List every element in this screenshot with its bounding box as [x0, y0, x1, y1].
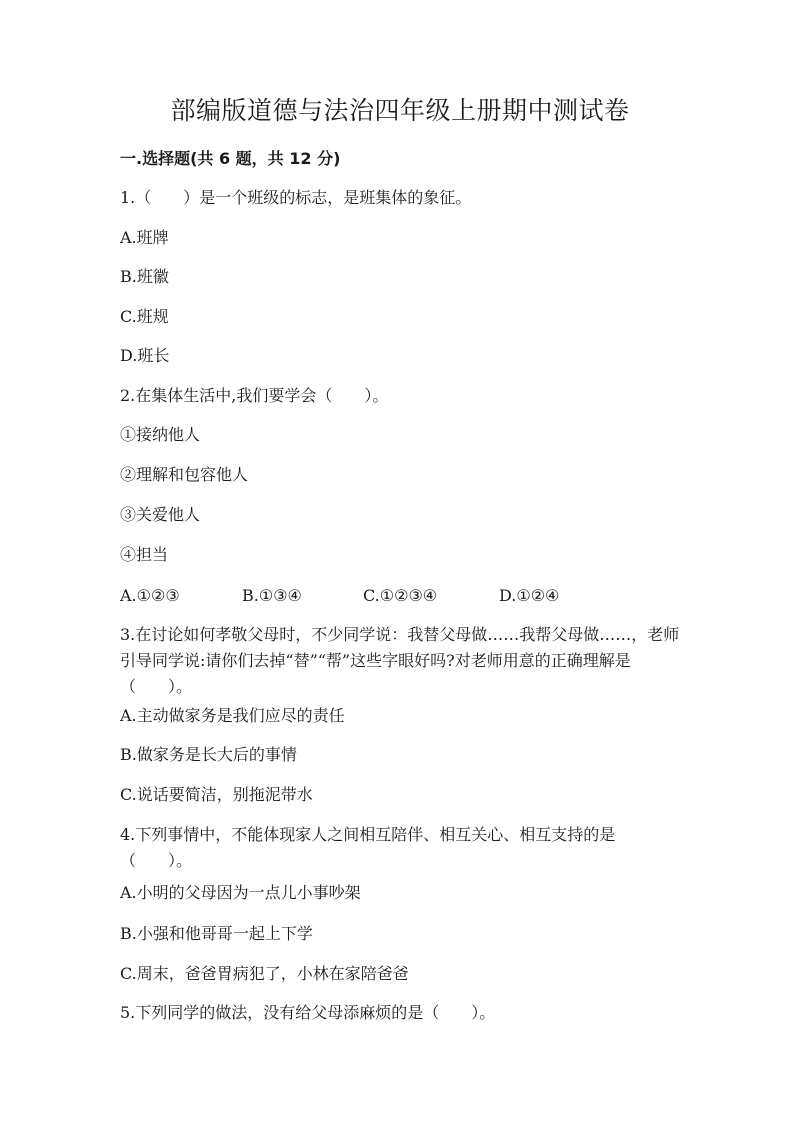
question-1-option-b: B.班徽 [120, 267, 169, 286]
question-2-stem: 2.在集体生活中,我们要学会（ ）。 [120, 386, 389, 405]
question-2-item-1: ①接纳他人 [120, 425, 201, 444]
question-1-option-c: C.班规 [120, 307, 169, 326]
question-2-option-d: D.①②④ [499, 586, 560, 605]
section-heading: 一.选择题(共 6 题，共 12 分) [120, 149, 341, 168]
question-3-option-c: C.说话要简洁，别拖泥带水 [120, 785, 313, 804]
question-2-item-4: ④担当 [120, 545, 169, 564]
question-3-stem: 3.在讨论如何孝敬父母时，不少同学说：我替父母做……我帮父母做……，老师引导同学说:请你们去掉“替”“帮”这些字眼好吗?对老师用意的正确理解是（ ）。 [120, 625, 680, 696]
question-3-option-a: A.主动做家务是我们应尽的责任 [120, 706, 345, 725]
question-4-option-a: A.小明的父母因为一点儿小事吵架 [120, 883, 361, 902]
question-4-stem: 4.下列事情中，不能体现家人之间相互陪伴、相互关心、相互支持的是（ ）。 [120, 825, 616, 870]
question-4-option-b: B.小强和他哥哥一起上下学 [120, 924, 313, 943]
question-2-item-2: ②理解和包容他人 [120, 465, 249, 484]
question-2-item-3: ③关爱他人 [120, 505, 201, 524]
question-1-option-a: A.班牌 [120, 228, 169, 247]
question-1-stem: 1.（ ）是一个班级的标志，是班集体的象征。 [120, 188, 472, 207]
question-5-stem: 5.下列同学的做法，没有给父母添麻烦的是（ ）。 [120, 1003, 496, 1022]
question-2-option-a: A.①②③ [120, 586, 180, 605]
question-1-option-d: D.班长 [120, 346, 170, 365]
question-2-option-b: B.①③④ [242, 586, 302, 605]
page-title: 部编版道德与法治四年级上册期中测试卷 [170, 96, 630, 125]
question-4-option-c: C.周末，爸爸胃病犯了，小林在家陪爸爸 [120, 964, 409, 983]
question-2-option-c: C.①②③④ [363, 586, 438, 605]
question-3-option-b: B.做家务是长大后的事情 [120, 745, 297, 764]
